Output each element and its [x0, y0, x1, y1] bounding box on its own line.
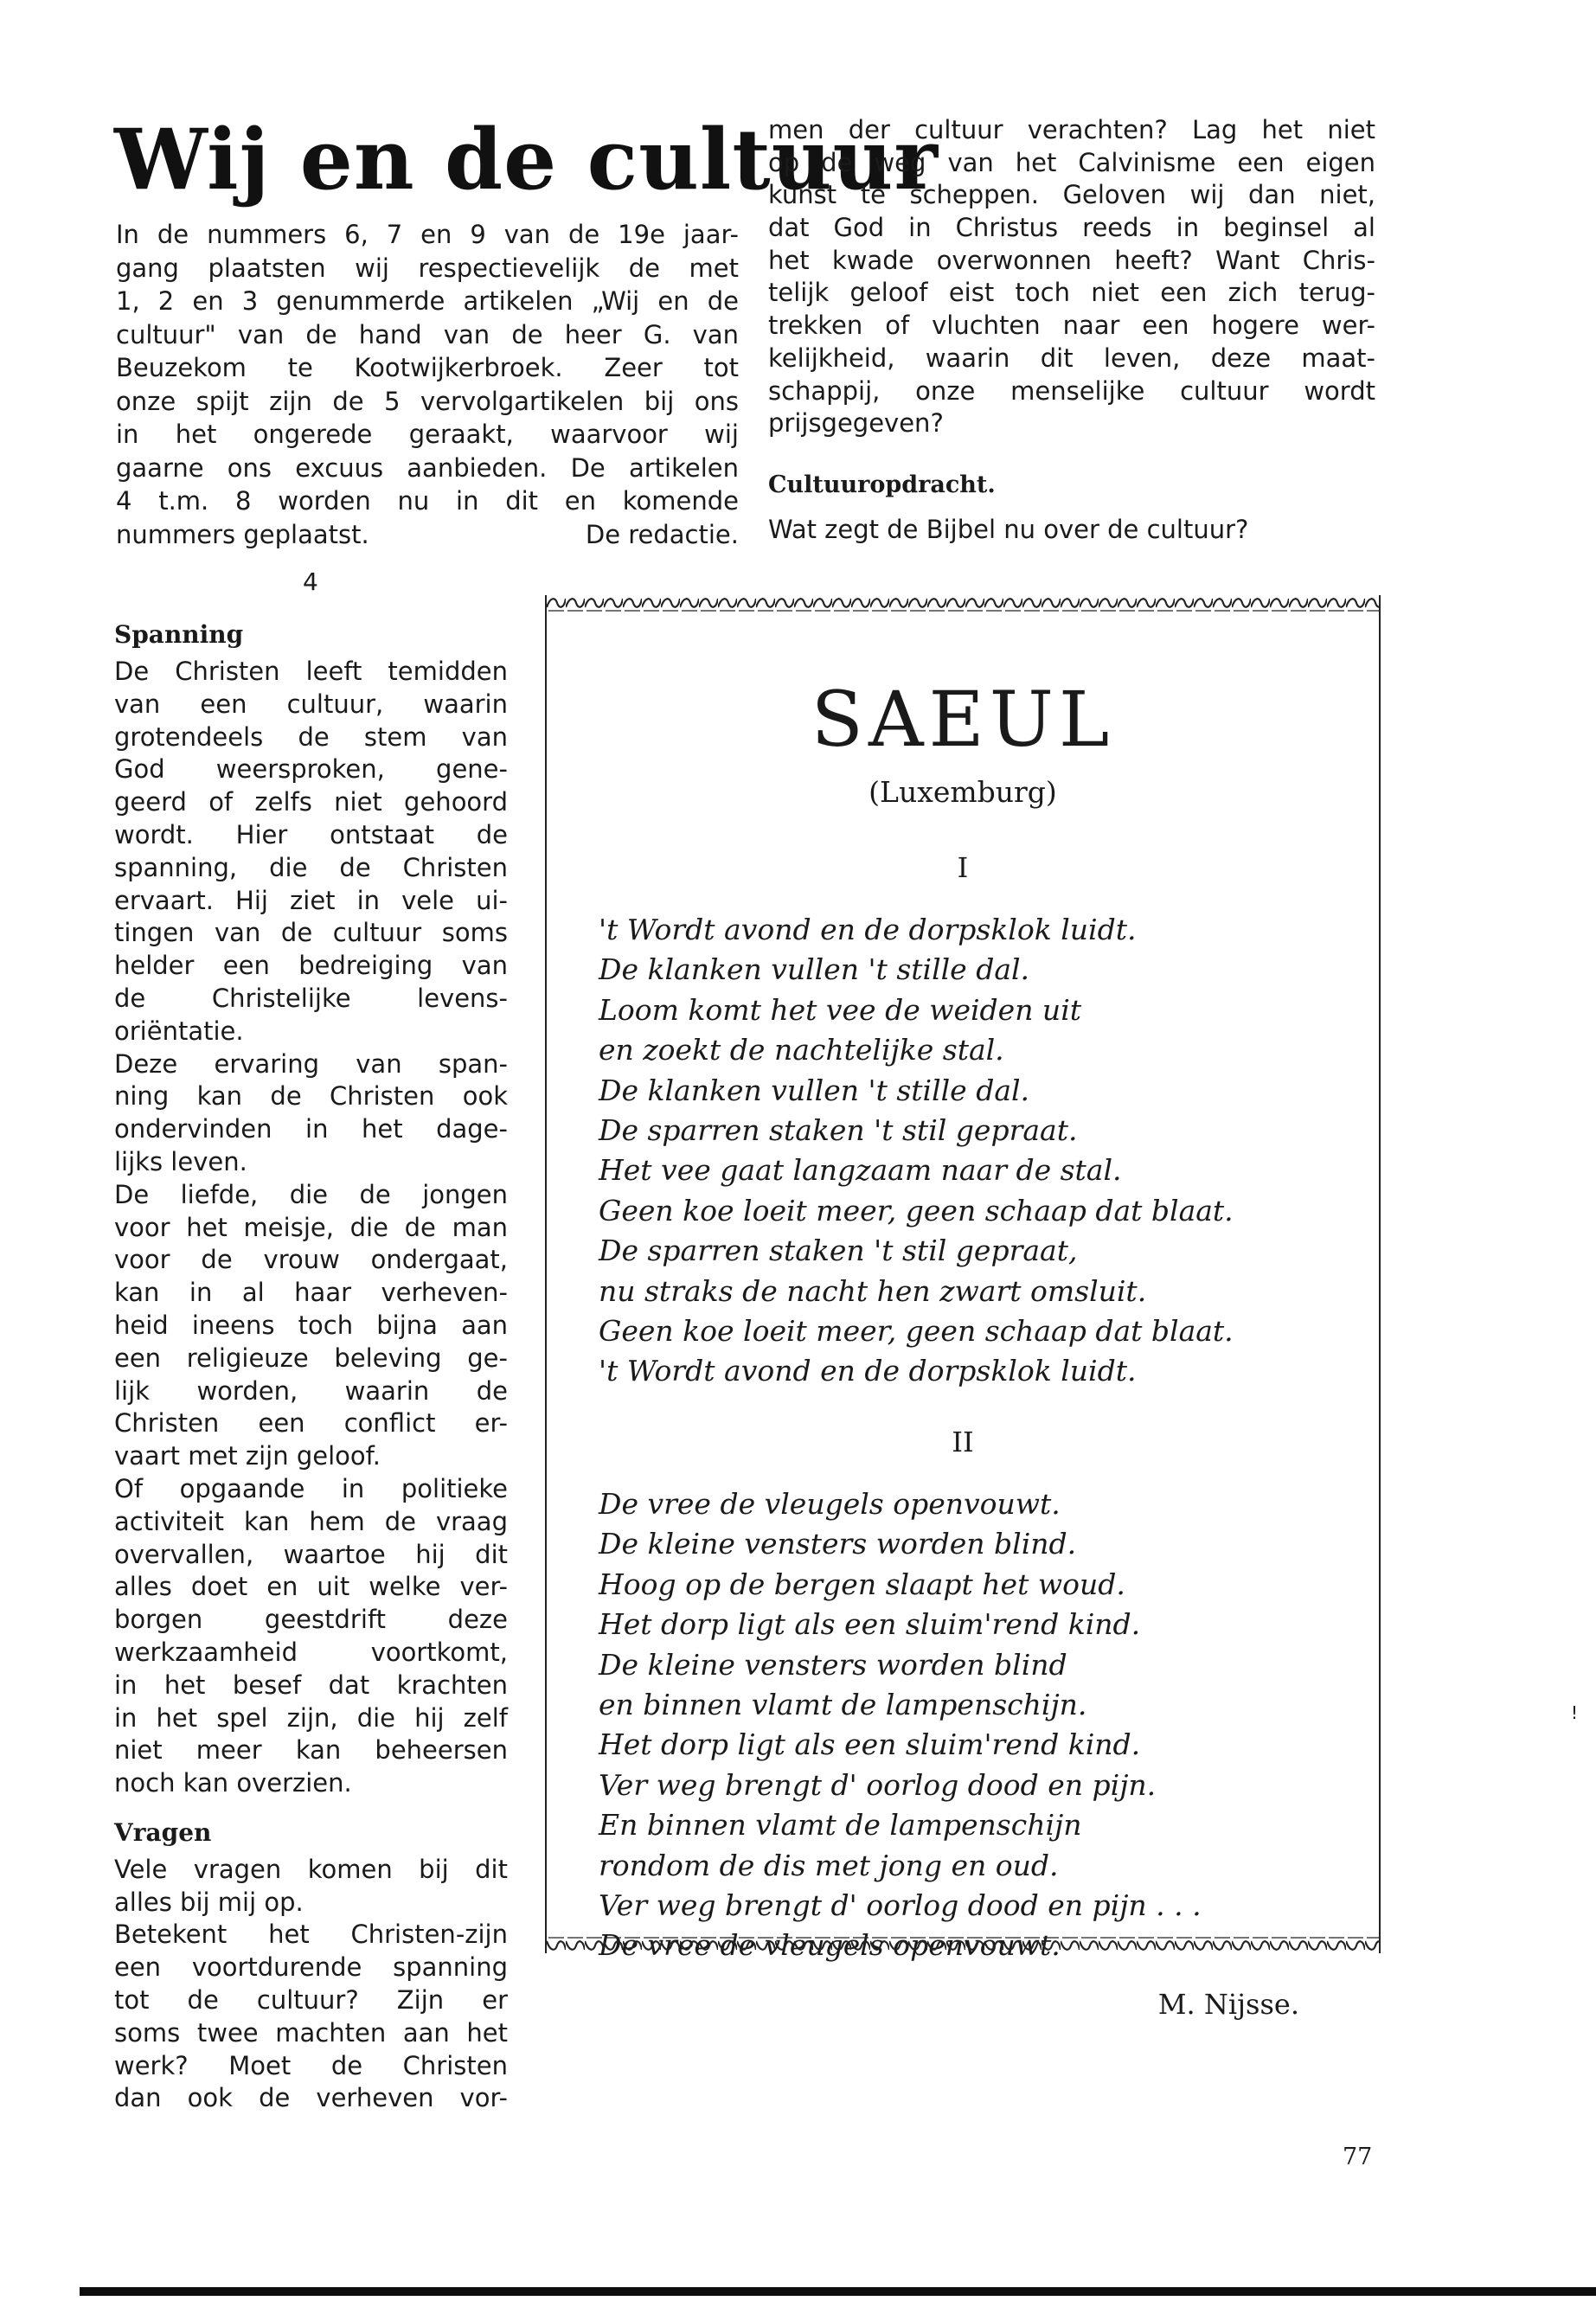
- poem-line: Het dorp ligt als een sluim'rend kind.: [599, 1727, 1141, 1762]
- intro-line: gaarne ons excuus aanbieden. De artikelen: [116, 452, 739, 483]
- body-line: geerd of zelfs niet gehoord: [114, 787, 508, 817]
- body-line: ervaart. Hij ziet in vele ui-: [114, 885, 508, 915]
- poem-author: M. Nijsse.: [1157, 1988, 1299, 2021]
- body-line: De liefde, die de jongen: [114, 1179, 508, 1209]
- poem-line: Hoog op de bergen slaapt het woud.: [599, 1567, 1125, 1601]
- poem-line: 't Wordt avond en de dorpsklok luidt.: [599, 913, 1137, 946]
- page-number: 77: [1343, 2144, 1373, 2170]
- body-line: kan in al haar verheven-: [114, 1278, 508, 1308]
- body-line: telijk geloof eist toch niet een zich terug-: [768, 278, 1375, 308]
- body-line: kunst te scheppen. Geloven wij dan niet,: [768, 180, 1375, 210]
- body-line: alles doet en uit welke ver-: [114, 1572, 508, 1602]
- body-line: ondervinden in het dage-: [114, 1114, 508, 1144]
- poem-line: De klanken vullen 't stille dal.: [599, 952, 1030, 987]
- body-line: dat God in Christus reeds in beginsel al: [768, 213, 1375, 243]
- body-line: een religieuze beleving ge-: [114, 1343, 508, 1373]
- poem-line: Geen koe loeit meer, geen schaap dat blaat.: [599, 1313, 1234, 1348]
- body-line: Vele vragen komen bij dit: [114, 1854, 508, 1884]
- intro-line: in het ongerede geraakt, waarvoor wij: [116, 420, 739, 449]
- body-line: God weersproken, gene-: [114, 754, 508, 785]
- editorial-signature: De redactie.: [585, 519, 739, 549]
- body-line: soms twee machten aan het: [114, 2017, 508, 2048]
- intro-line: nummers geplaatst.: [116, 519, 369, 549]
- body-line: vaart met zijn geloof.: [114, 1441, 381, 1471]
- body-line: het kwade overwonnen heeft? Want Chris-: [768, 245, 1375, 275]
- article-title: Wij en de cultuur: [114, 111, 939, 208]
- intro-line: Beuzekom te Kootwijkerbroek. Zeer tot: [116, 353, 739, 382]
- body-line: borgen geestdrift deze: [114, 1605, 508, 1635]
- body-line: een voortdurende spanning: [114, 1952, 508, 1983]
- body-line: lijk worden, waarin de: [114, 1375, 508, 1406]
- poem-line: En binnen vlamt de lampenschijn: [599, 1808, 1082, 1843]
- poem-line: De vree de vleugels openvouwt.: [599, 1487, 1061, 1521]
- intro-line: gang plaatsten wij respectievelijk de met: [116, 253, 739, 283]
- body-line: de Christelijke levens-: [114, 983, 508, 1013]
- ornamental-border-top: [547, 592, 1379, 614]
- editorial-note: [116, 218, 739, 551]
- body-line: voor het meisje, die de man: [114, 1212, 508, 1242]
- body-line: niet meer kan beheersen: [114, 1735, 508, 1766]
- body-line: Deze ervaring van span-: [114, 1048, 508, 1079]
- spanning-heading: Spanning: [114, 620, 244, 649]
- body-line: heid ineens toch bijna aan: [114, 1310, 508, 1340]
- body-line: Betekent het Christen-zijn: [114, 1920, 508, 1950]
- left-column: [114, 614, 508, 2115]
- body-line: dan ook de verheven vor-: [114, 2083, 508, 2113]
- vragen-heading: Vragen: [114, 1817, 212, 1847]
- poem-box: [545, 595, 1381, 2021]
- intro-line: In de nummers 6, 7 en 9 van de 19e jaar-: [116, 220, 739, 249]
- bottom-rule: [80, 2287, 1596, 2296]
- body-line: tingen van de cultuur soms: [114, 918, 508, 948]
- cultuuropdracht-question: Wat zegt de Bijbel nu over de cultuur?: [768, 514, 1249, 544]
- stanza-number: I: [957, 851, 969, 884]
- poem-line: De klanken vullen 't stille dal.: [599, 1073, 1030, 1107]
- body-line: prijsgegeven?: [768, 408, 944, 439]
- body-line: overvallen, waartoe hij dit: [114, 1539, 508, 1569]
- stanza-number: II: [952, 1426, 974, 1458]
- body-line: ning kan de Christen ook: [114, 1081, 508, 1112]
- poem-line: Geen koe loeit meer, geen schaap dat blaat.: [599, 1193, 1234, 1227]
- intro-line: cultuur" van de hand van de heer G. van: [116, 319, 739, 349]
- body-line: activiteit kan hem de vraag: [114, 1506, 508, 1536]
- body-line: spanning, die de Christen: [114, 852, 508, 882]
- poem-line: Ver weg brengt d' oorlog dood en pijn . . .: [599, 1888, 1202, 1922]
- poem-line: nu straks de nacht hen zwart omsluit.: [599, 1273, 1147, 1308]
- body-line: kelijkheid, waarin dit leven, deze maat-: [768, 343, 1375, 373]
- poem-line: De sparren staken 't stil gepraat,: [599, 1234, 1078, 1268]
- intro-line: 4 t.m. 8 worden nu in dit en komende: [116, 486, 739, 516]
- body-line: helder een bedreiging van: [114, 951, 508, 981]
- poem-line: rondom de dis met jong en oud.: [599, 1848, 1059, 1882]
- intro-line: onze spijt zijn de 5 vervolgartikelen bij ons: [116, 386, 739, 416]
- body-line: Christen een conflict er-: [114, 1408, 508, 1439]
- body-line: in het spel zijn, die hij zelf: [114, 1702, 508, 1733]
- poem-line: De sparren staken 't stil gepraat.: [599, 1112, 1078, 1147]
- poem-line: Loom komt het vee de weiden uit: [599, 992, 1082, 1027]
- ornamental-border-bottom: [547, 1934, 1379, 1957]
- body-line: wordt. Hier ontstaat de: [114, 819, 508, 849]
- poem-line: Het vee gaat langzaam naar de stal.: [599, 1153, 1122, 1188]
- body-line: noch kan overzien.: [114, 1768, 352, 1798]
- body-line: men der cultuur verachten? Lag het niet: [768, 115, 1375, 144]
- poem-line: Het dorp ligt als een sluim'rend kind.: [599, 1607, 1141, 1642]
- poem-line: en zoekt de nachtelijke stal.: [599, 1033, 1004, 1067]
- poem-line: 't Wordt avond en de dorpsklok luidt.: [599, 1354, 1137, 1388]
- body-line: De Christen leeft temidden: [114, 657, 508, 686]
- body-line: alles bij mij op.: [114, 1887, 304, 1917]
- poem-title: SAEUL: [811, 675, 1115, 764]
- poem-line: Ver weg brengt d' oorlog dood en pijn.: [599, 1767, 1157, 1802]
- stray-mark: !: [1571, 1702, 1579, 1723]
- body-line: oriëntatie.: [114, 1016, 244, 1046]
- intro-last-line: [116, 518, 739, 552]
- body-line: trekken of vluchten naar een hogere wer-: [768, 311, 1375, 341]
- intro-line: 1, 2 en 3 genummerde artikelen „Wij en de: [116, 286, 739, 316]
- body-line: tot de cultuur? Zijn er: [114, 1985, 508, 2016]
- body-line: voor de vrouw ondergaat,: [114, 1245, 508, 1275]
- body-line: Of opgaande in politieke: [114, 1473, 508, 1503]
- poem-stanza: [599, 1484, 1360, 1966]
- poem-stanza: [599, 910, 1360, 1392]
- body-line: werkzaamheid voortkomt,: [114, 1637, 508, 1667]
- poem-line: De kleine vensters worden blind: [599, 1647, 1067, 1682]
- section-number: 4: [303, 567, 318, 596]
- body-line: in het besef dat krachten: [114, 1670, 508, 1700]
- body-line: schappij, onze menselijke cultuur wordt: [768, 375, 1375, 406]
- body-line: van een cultuur, waarin: [114, 689, 508, 719]
- poem-place: (Luxemburg): [869, 775, 1057, 809]
- cultuuropdracht-heading: Cultuuropdracht.: [768, 471, 996, 498]
- body-line: lijks leven.: [114, 1146, 247, 1176]
- body-line: grotendeels de stem van: [114, 721, 508, 752]
- right-column: [768, 114, 1375, 546]
- poem-line: en binnen vlamt de lampenschijn.: [599, 1687, 1087, 1721]
- body-line: op de weg van het Calvinisme een eigen: [768, 147, 1375, 177]
- poem-line: De kleine vensters worden blind.: [599, 1527, 1077, 1561]
- body-line: werk? Moet de Christen: [114, 2050, 508, 2080]
